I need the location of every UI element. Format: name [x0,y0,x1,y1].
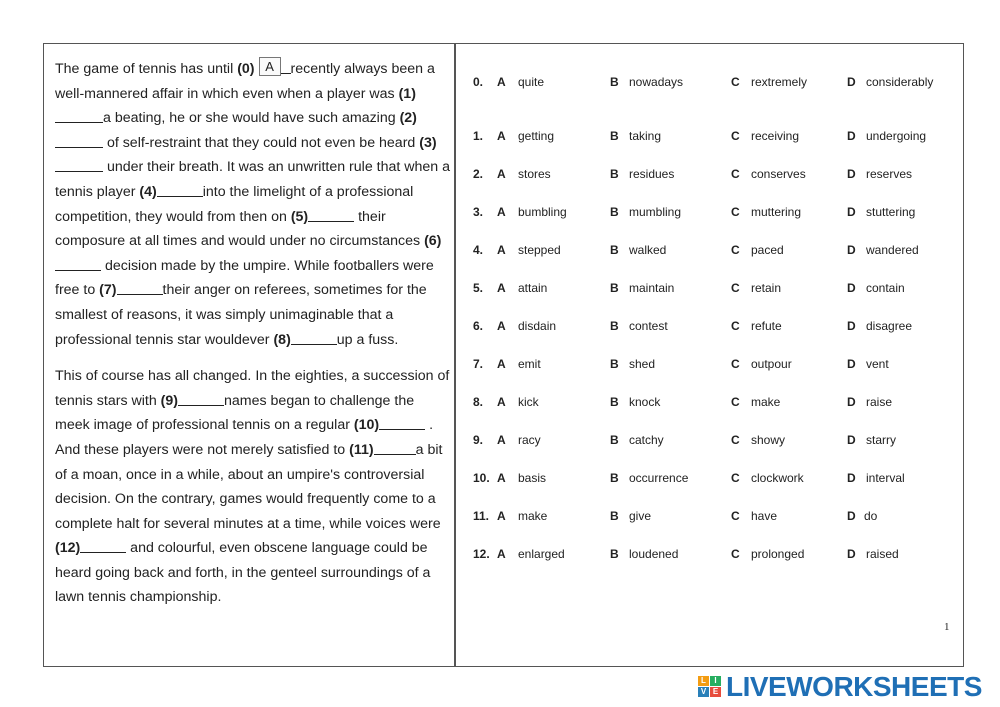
option-b: shed [629,357,656,371]
logo-cell: E [710,687,721,697]
question-number: 2. [473,167,484,181]
option-a: emit [518,357,541,371]
option-row-6 [470,319,960,337]
letter-b: B [610,75,619,89]
option-a: stores [518,167,551,181]
letter-d: D [847,357,856,371]
letter-b: B [610,471,619,485]
letter-a: A [497,509,506,523]
option-b: catchy [629,433,664,447]
option-d: raised [866,547,899,561]
question-number: 7. [473,357,484,371]
letter-a: A [497,75,506,89]
letter-a: A [497,395,506,409]
blank-2[interactable] [55,132,103,148]
option-c: rextremely [751,75,808,89]
blank-3[interactable] [55,156,103,172]
option-b: nowadays [629,75,684,89]
blank-5[interactable] [308,206,354,222]
question-number: 6. [473,319,484,333]
letter-b: B [610,433,619,447]
letter-c: C [731,167,740,181]
option-b: knock [629,395,661,409]
letter-a: A [497,167,506,181]
option-a: getting [518,129,555,143]
option-d: stuttering [866,205,916,219]
option-c: refute [751,319,782,333]
option-row-0 [470,75,960,93]
letter-d: D [847,281,856,295]
letter-b: B [610,395,619,409]
letter-c: C [731,205,740,219]
option-d: reserves [866,167,913,181]
letter-d: D [847,75,856,89]
letter-a: A [497,471,506,485]
option-a: bumbling [518,205,567,219]
blank-11[interactable] [374,439,416,455]
question-number: 10. [473,471,490,485]
question-number: 3. [473,205,484,219]
option-b: occurrence [629,471,689,485]
option-b: walked [629,243,667,257]
letter-d: D [847,205,856,219]
option-a: enlarged [518,547,565,561]
letter-b: B [610,319,619,333]
letter-a: A [497,243,506,257]
option-d: interval [866,471,905,485]
letter-c: C [731,509,740,523]
option-row-4 [470,243,960,261]
blank-4[interactable] [157,181,203,197]
question-number: 4. [473,243,484,257]
passage-paragraph-1: The game of tennis has until (0) A recently always been a well-mannered affair in which even when a player was (1)a beating, he or she would have such amazing (2) of self-restraint that they could not even be heard (3) under their breath. It was an unwritten rule that when a tennis player (4) into the limelight of a professional competition, they would from then on (5) their composure at all times and would under no circumstances (6) decision made by the umpire. While footballers were free to (7) their anger on referees, sometimes for the smallest of reasons, it was simply unimaginable that a professional tennis star wouldever (8) up a fuss. [55,59,451,348]
letter-c: C [731,243,740,257]
option-row-11 [470,509,960,527]
option-a: quite [518,75,545,89]
option-row-10 [470,471,960,489]
option-row-12 [470,547,960,565]
letter-d: D [847,509,856,523]
blank-9[interactable] [178,390,224,406]
letter-d: D [847,129,856,143]
option-b: taking [629,129,662,143]
letter-d: D [847,395,856,409]
option-row-3 [470,205,960,223]
column-divider [454,43,456,667]
letter-a: A [497,129,506,143]
letter-c: C [731,395,740,409]
option-c: make [751,395,781,409]
question-number: 11. [473,509,490,523]
option-c: prolonged [751,547,805,561]
option-c: clockwork [751,471,804,485]
logo-cell: I [710,676,721,686]
letter-a: A [497,319,506,333]
logo-cell: L [698,676,709,686]
letter-c: C [731,281,740,295]
letter-d: D [847,433,856,447]
option-c: have [751,509,778,523]
option-a: stepped [518,243,561,257]
letter-b: B [610,205,619,219]
letter-b: B [610,243,619,257]
example-answer-box[interactable]: A [259,57,281,76]
letter-d: D [847,243,856,257]
letter-b: B [610,167,619,181]
option-c: receiving [751,129,800,143]
letter-a: A [497,433,506,447]
blank-12[interactable] [80,537,126,553]
question-number: 12. [473,547,490,561]
letter-d: D [847,167,856,181]
letter-c: C [731,75,740,89]
option-row-8 [470,395,960,413]
passage-paragraph-2: This of course has all changed. In the eighties, a succession of tennis stars with (9) names began to challenge the meek image of professional tennis on a regular (10) . And these players were not merely satisfied to (11) a bit of a moan, once in a while, about an umpire's controversial decision. On the contrary, games would frequently come to a complete halt for several minutes at a time, while voices were (12) and colourful, even obscene language could be heard going back and forth, in the genteel surroundings of a lawn tennis championship. [55,368,450,606]
question-number: 5. [473,281,484,295]
option-a: make [518,509,548,523]
letter-b: B [610,509,619,523]
letter-a: A [497,547,506,561]
page-number: 1 [944,621,950,633]
letter-b: B [610,281,619,295]
blank-1[interactable] [55,107,103,123]
question-number: 0. [473,75,484,89]
option-c: conserves [751,167,806,181]
option-a: attain [518,281,548,295]
option-row-2 [470,167,960,185]
passage-text [55,57,450,610]
letter-d: D [847,471,856,485]
blank-8[interactable] [291,329,337,345]
logo-cell: V [698,687,709,697]
letter-a: A [497,205,506,219]
option-d: starry [866,433,896,447]
option-c: paced [751,243,784,257]
option-d: contain [866,281,905,295]
letter-b: B [610,129,619,143]
option-a: basis [518,471,547,485]
option-c: outpour [751,357,792,371]
letter-c: C [731,547,740,561]
option-row-9 [470,433,960,451]
letter-c: C [731,471,740,485]
option-b: maintain [629,281,675,295]
option-a: disdain [518,319,557,333]
option-d: undergoing [866,129,927,143]
option-c: showy [751,433,786,447]
letter-c: C [731,357,740,371]
option-row-7 [470,357,960,375]
letter-d: D [847,319,856,333]
option-c: muttering [751,205,802,219]
letter-b: B [610,357,619,371]
option-row-1 [470,129,960,147]
logo-grid-icon [698,676,722,698]
option-c: retain [751,281,782,295]
letter-a: A [497,281,506,295]
option-b: loudened [629,547,679,561]
blank-10[interactable] [379,414,425,430]
letter-a: A [497,357,506,371]
option-d: do [864,509,878,523]
letter-c: C [731,129,740,143]
option-d: raise [866,395,893,409]
option-d: wandered [866,243,919,257]
logo-text: LIVEWORKSHEETS [726,671,982,702]
option-b: contest [629,319,668,333]
letter-b: B [610,547,619,561]
option-a: racy [518,433,541,447]
letter-d: D [847,547,856,561]
letter-c: C [731,319,740,333]
question-number: 9. [473,433,484,447]
option-d: considerably [866,75,934,89]
letter-c: C [731,433,740,447]
blank-0 [281,58,291,74]
option-d: disagree [866,319,913,333]
question-number: 8. [473,395,484,409]
option-d: vent [866,357,889,371]
question-number: 1. [473,129,484,143]
option-row-5 [470,281,960,299]
blank-7[interactable] [117,279,163,295]
liveworksheets-logo [698,672,998,702]
blank-6[interactable] [55,255,101,271]
option-a: kick [518,395,539,409]
option-b: give [629,509,652,523]
option-b: mumbling [629,205,682,219]
option-b: residues [629,167,675,181]
